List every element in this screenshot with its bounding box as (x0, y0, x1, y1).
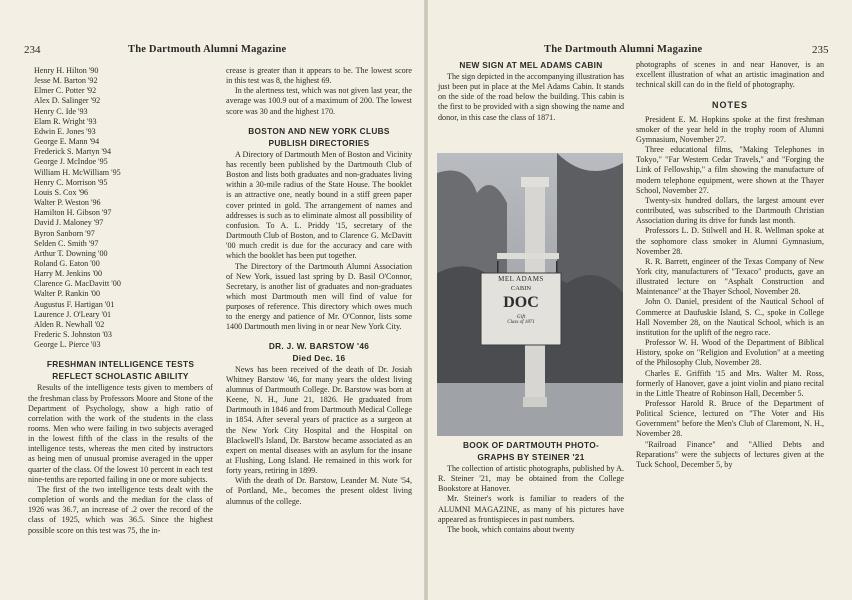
note-item: Charles E. Griffith '15 and Mrs. Walter M. Ross, formerly of Hanover, gave a joint violin and piano recital in the Little Theatre of Robinson Hall, December 5. (636, 368, 824, 398)
name-entry: Elam R. Wright '93 (34, 116, 97, 126)
name-entry: Henry H. Hilton '90 (34, 66, 99, 75)
name-entry: George L. Pierce '03 (34, 340, 101, 350)
note-item: Professors L. D. Stilwell and H. R. Wellman spoke at the sophomore class smoker in Alumni Gymnasium, November 28. (636, 226, 824, 256)
left-running-head: The Dartmouth Alumni Magazine (128, 44, 287, 55)
boston-heading-2: PUBLISH DIRECTORIES (268, 137, 370, 148)
name-entry: Henry C. Ide '93 (34, 106, 88, 116)
name-entry: George J. McIndoe '95 (34, 157, 108, 167)
left-column-1 (28, 66, 213, 536)
name-entry: William H. McWilliam '95 (34, 167, 121, 177)
book-heading-2: GRAPHS BY STEINER '21 (477, 452, 585, 462)
name-entry: Harry M. Jenkins '00 (34, 269, 102, 279)
freshman-para-3: In the alertness test, which was not given last year, the average was 100.9 out of a maximum of 200. The lowest score was 30 and the highest 170. (226, 86, 412, 116)
name-entry: Hamilton H. Gibson '97 (34, 208, 112, 218)
right-column-2 (636, 60, 824, 470)
barstow-para-2: With the death of Dr. Barstow, Leander M. Nute '54, of Portland, Me., becomes the present oldest living alumnus of the college. (226, 476, 412, 506)
photo-sign-text (481, 275, 561, 325)
name-entry: Louis S. Cox '96 (34, 187, 89, 197)
name-entry: Roland G. Eaton '00 (34, 258, 100, 268)
name-entry: Elmer C. Potter '92 (34, 86, 97, 96)
name-entry: Arthur T. Downing '00 (34, 248, 108, 258)
left-column-2 (226, 66, 412, 507)
sign-line-4: Gift (516, 314, 526, 320)
freshman-para-2-cont: crease is greater than it appears to be. The lowest score in this test was 8, the highest 69. (226, 66, 412, 86)
name-entry: Alden R. Newhall '02 (34, 319, 105, 329)
right-column-1-lower (438, 440, 624, 535)
barstow-heading-1: DR. J. W. BARSTOW '46 (268, 340, 370, 351)
book-para-1: The collection of artistic photographs, published by A. R. Steiner '21, may be obtained from the College Bookstore at Hanover. (438, 464, 624, 494)
barstow-para-1: News has been received of the death of Dr. Josiah Whitney Barstow '46, for many years the oldest living alumnus of Dartmouth College. Dr. Barstow was born at Keene, N. H., June 21, 1826. He graduated from Dartmouth in 1846 and from Dartmouth Medical College in 1854. After several years of practice as a surgeon at the New York City Hospital and the Hospital on Blackwell's Island, Dr. Barstow became associated as an expert on mental diseases with an asylum for the insane at Flushing, Long Island. He remained in this work for forty years, retiring in 1899. (226, 364, 412, 476)
book-para-3-cont: photographs of scenes in and near Hanover, is an excellent illustration of what an artistic imagination and technical skill can do in the field of photography. (636, 60, 824, 90)
name-entry: Alex D. Salinger '92 (34, 96, 101, 106)
boston-heading-1: BOSTON AND NEW YORK CLUBS (248, 125, 390, 136)
note-item: President E. M. Hopkins spoke at the first freshman smoker of the year held in the trophy room of Alumni Gymnasium, November 27. (636, 114, 824, 144)
left-page (0, 0, 424, 600)
freshman-heading-1: FRESHMAN INTELLIGENCE TESTS (46, 359, 195, 370)
boston-para-2: The Directory of the Dartmouth Alumni Association of New York, issued last spring by D. Basil O'Connor, Secretary, is another list of graduates and non-graduates which most Dartmouth men will find of value for purposes of reference. This directory which owes much to the energy and patience of Mr. O'Connor, lists some 1400 Dartmouth men living in or near New York City. (226, 261, 412, 332)
name-entry: David J. Maloney '97 (34, 218, 104, 228)
names-list (28, 66, 213, 350)
note-item: Professor Harold R. Bruce of the Department of Political Science, lectured on "The Voter and His Government" before the Men's Club of Claremont, N. H., November 28. (636, 399, 824, 439)
sign-line-5: Class of 1871 (507, 320, 535, 325)
name-entry: Walter P. Weston '96 (34, 198, 101, 208)
notes-heading: NOTES (711, 100, 748, 111)
name-entry: Henry C. Morrison '95 (34, 177, 108, 187)
name-entry: Walter P. Rankin '00 (34, 289, 100, 299)
note-item: "Railroad Finance" and "Allied Debts and Reparations" were the subjects of lectures given at the Tuck School, December 5, by (636, 439, 824, 469)
right-page-number: 235 (812, 44, 829, 56)
freshman-para-2: The first of the two intelligence tests dealt with the completion of words and the median for the class of 1926 was 36.7, an increase of .2 over the record of the class of 1925, which was 36.5. Since the highest possible score on this test was 75, the in- (28, 484, 213, 535)
name-entry: Frederick S. Martyn '94 (34, 147, 111, 157)
name-entry: Edwin E. Jones '93 (34, 126, 96, 136)
name-entry: Frederic S. Johnston '03 (34, 330, 112, 340)
sign-line-3: DOC (503, 294, 539, 311)
book-heading-1: BOOK OF DARTMOUTH PHOTO- (462, 440, 600, 450)
right-running-head: The Dartmouth Alumni Magazine (544, 44, 703, 55)
book-para-3: The book, which contains about twenty (447, 524, 575, 534)
note-item: John O. Daniel, president of the Nautical School of Commerce at Daufuskie Island, S. C., spoke in College Hall November 28, on the Nautical School, which is an institution for the uplift of the negro race. (636, 297, 824, 337)
sign-heading: NEW SIGN AT MEL ADAMS CABIN (459, 60, 603, 70)
boston-para-1: A Directory of Dartmouth Men of Boston and Vicinity has recently been published by the Dartmouth Club of Boston and lists both graduates and non-graduates living within a 30-mile radius of the State House. The booklet is an attractive one, neatly bound in a stiff green paper cover printed in gold. The arrangement of names and addresses is such as to eliminate almost all possibility of confusion. To A. L. Priddy '15, secretary of the Dartmouth Club of Boston, and to Clarence G. McDavitt '00 much credit is due for the accuracy and care with which the booklet has been put together. (226, 149, 412, 261)
name-entry: George E. Mann '94 (34, 137, 100, 147)
left-page-number: 234 (24, 44, 41, 56)
name-entry: Laurence J. O'Leary '01 (34, 309, 112, 319)
name-entry: Jesse M. Barton '92 (34, 76, 98, 86)
note-item: Three educational films, "Making Telephones in Tokyo," "Far Western Cedar Travels," and "Forging the Link of Fellowship," a film showing the manufacture of modern telephone equipment, were shown at the Thayer School, November 27. (636, 145, 824, 195)
note-item: Twenty-six hundred dollars, the largest amount ever contributed, was subscribed to the Dartmouth Christian Association during its drive for funds last month. (636, 195, 824, 226)
name-entry: Augustus F. Hartigan '01 (34, 299, 115, 309)
sign-line-2: CABIN (510, 285, 532, 292)
book-para-2: Mr. Steiner's work is familiar to readers of the ALUMNI MAGAZINE, as many of his pictures have appeared as frontispieces in past numbers. (438, 494, 624, 524)
sign-line-1: MEL ADAMS (498, 275, 544, 283)
name-entry: Clarence G. MacDavitt '00 (34, 279, 121, 289)
note-item: R. R. Barrett, engineer of the Texas Company of New York city, manufacturers of "Texaco" products, gave an illustrated lecture on "Asphalt Construction and Maintenance" at the Thayer School, November 28. (636, 256, 824, 297)
freshman-para-1: Results of the intelligence tests given to members of the freshman class by Professors Moore and Stone of the Department of Psychology, show a high ratio of correlation with the work of the students in the class rooms. Men who were failing in two subjects averaged in the lowest fifth of the class in the results of the intelligence tests, whereas the men cited by instructors as being men of unusual promise averaged in the upper quarter of the class. Of the lowest 10 percent in each test nine-tenths are reported failing in one or more subjects. (28, 383, 213, 484)
right-page (428, 0, 852, 600)
mel-adams-cabin-photo (437, 153, 623, 436)
name-entry: Selden C. Smith '97 (34, 238, 99, 248)
right-column-1 (438, 60, 624, 123)
name-entry: Byron Sanborn '97 (34, 228, 95, 238)
freshman-heading-2: REFLECT SCHOLASTIC ABILITY (52, 371, 189, 382)
barstow-heading-2: Died Dec. 16 (292, 352, 346, 363)
note-item: Professor W. H. Wood of the Department of Biblical History, spoke on "Religion and Evolution" at a meeting of the Philosophy Club, November 28. (636, 338, 824, 368)
sign-para: The sign depicted in the accompanying illustration has just been put in place at the Mel Adams Cabin. It stands on the side of the road below the building. This cabin is the first to be provided with a sign showing the name and donor, in this case the class of 1871. (438, 72, 624, 122)
